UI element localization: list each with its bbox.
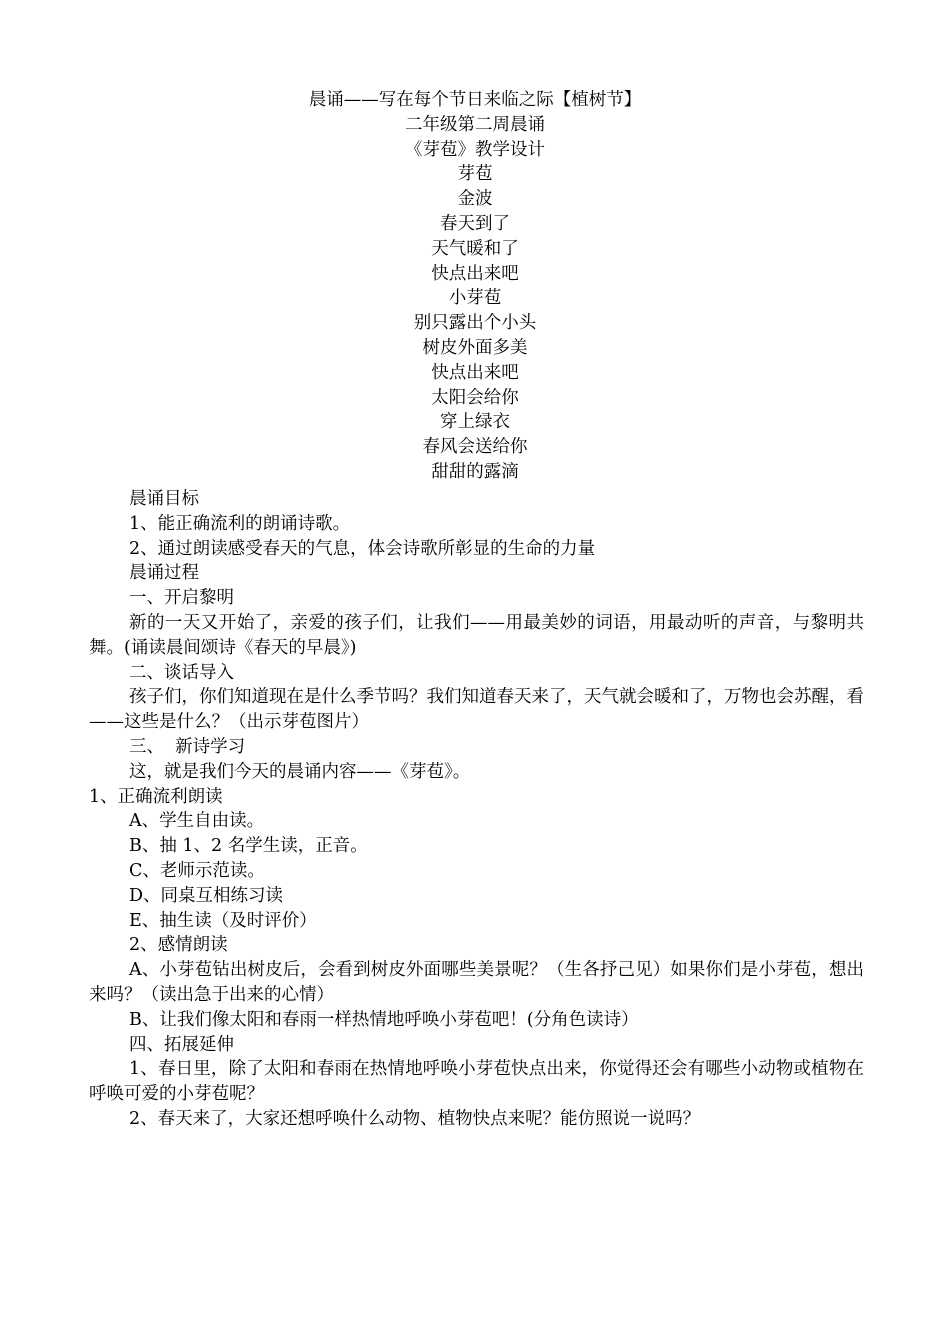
section-paragraph: 孩子们，你们知道现在是什么季节吗？我们知道春天来了，天气就会暖和了，万物也会苏醒，看——这些是什么？（出示芽苞图片） [89, 687, 864, 733]
poem-line: 穿上绿衣 [440, 412, 510, 433]
section-paragraph: 这，就是我们今天的晨诵内容——《芽苞》。 [129, 761, 471, 782]
poem-line: 太阳会给你 [431, 387, 519, 408]
document-title: 晨诵——写在每个节日来临之际【植树节】 [308, 90, 642, 110]
list-item: A、小芽苞钻出树皮后，会看到树皮外面哪些美景呢？（生各抒己见）如果你们是小芽苞，想出来吗？（读出急于出来的心情） [89, 960, 864, 1005]
section-heading: 二、谈话导入 [129, 662, 234, 683]
poem-title: 芽苞 [457, 164, 493, 185]
poem-line: 春风会送给你 [422, 437, 528, 458]
lesson-body [89, 487, 864, 1132]
section-heading: 一、开启黎明 [129, 588, 234, 609]
design-title: 《芽苞》教学设计 [405, 139, 545, 160]
section-paragraph: 新的一天又开始了，亲爱的孩子们，让我们——用最美妙的词语，用最动听的声音，与黎明共舞。(诵读晨间颂诗《春天的早晨》) [89, 612, 864, 658]
poem-line: 快点出来吧 [431, 362, 519, 383]
grade-week-line: 二年级第二周晨诵 [405, 114, 545, 135]
list-item: B、让我们像太阳和春雨一样热情地呼唤小芽苞吧！(分角色读诗） [129, 1009, 639, 1030]
poem-line: 小芽苞 [448, 288, 502, 309]
section-heading: 三、 新诗学习 [129, 736, 246, 757]
goal-heading: 晨诵目标 [129, 489, 199, 509]
subsection-heading: 2、感情朗读 [129, 935, 228, 956]
poem-line: 别只露出个小头 [413, 313, 537, 334]
poem-line: 快点出来吧 [431, 263, 519, 284]
process-heading: 晨诵过程 [129, 563, 199, 584]
list-item: E、抽生读（及时评价） [129, 910, 317, 931]
poem-line: 春天到了 [440, 213, 510, 234]
poem-title-block [0, 88, 950, 485]
list-item: B、抽 1、2 名学生读，正音。 [129, 836, 368, 857]
poem-line: 天气暖和了 [431, 238, 519, 259]
list-item: C、老师示范读。 [129, 860, 265, 881]
list-item: A、学生自由读。 [129, 811, 265, 832]
list-item: D、同桌互相练习读 [129, 885, 284, 906]
poem-author: 金波 [457, 189, 493, 210]
goal-item: 2、通过朗读感受春天的气息，体会诗歌所彰显的生命的力量 [129, 538, 596, 559]
section-heading: 四、拓展延伸 [129, 1034, 234, 1055]
list-item: 2、春天来了，大家还想呼唤什么动物、植物快点来呢？能仿照说一说吗？ [129, 1108, 701, 1129]
poem-line: 树皮外面多美 [422, 337, 528, 358]
poem-line: 甜甜的露滴 [431, 461, 519, 482]
goal-item: 1、能正确流利的朗诵诗歌。 [129, 513, 351, 534]
list-item: 1、春日里，除了太阳和春雨在热情地呼唤小芽苞快点出来，你觉得还会有哪些小动物或植物在呼唤可爱的小芽苞呢？ [89, 1059, 864, 1105]
subsection-heading: 1、正确流利朗读 [89, 786, 223, 807]
